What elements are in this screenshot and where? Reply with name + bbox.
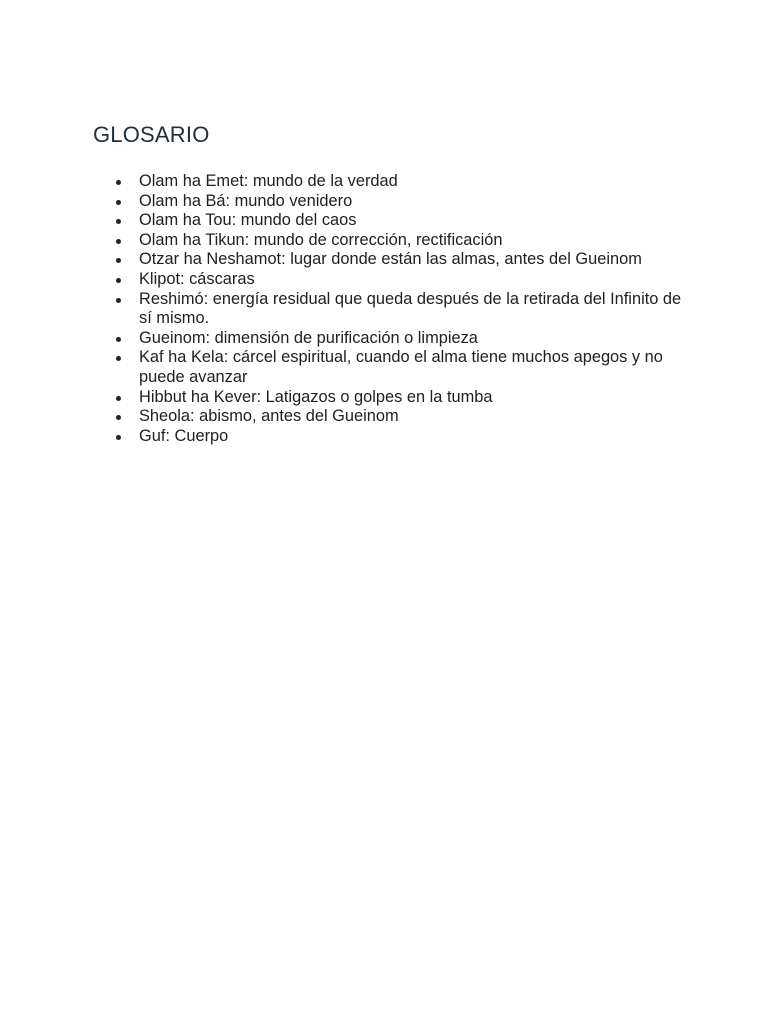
bullet-icon (116, 435, 121, 440)
bullet-icon (116, 396, 121, 401)
glossary-item (139, 231, 684, 251)
bullet-icon (116, 298, 121, 303)
glossary-item (139, 172, 684, 192)
glossary-item-text: Olam ha Emet: mundo de la verdad (139, 172, 398, 190)
glossary-item (139, 192, 684, 212)
glossary-item (139, 329, 684, 349)
glossary-item-text: Kaf ha Kela: cárcel espiritual, cuando el alma tiene muchos apegos y no puede avanzar (139, 348, 663, 386)
glossary-item (139, 388, 684, 408)
glossary-item-text: Reshimó: energía residual que queda después de la retirada del Infinito de sí mismo. (139, 289, 682, 328)
bullet-icon (116, 219, 121, 224)
glossary-item-text: Guf: Cuerpo (139, 426, 229, 445)
bullet-icon (116, 415, 121, 420)
glossary-item-text: Olam ha Tou: mundo del caos (139, 211, 357, 230)
glossary-list (139, 172, 684, 446)
bullet-icon (116, 180, 121, 185)
glossary-item (139, 407, 684, 427)
glossary-item (139, 211, 684, 231)
glossary-item-text: Otzar ha Neshamot: lugar donde están las almas, antes del Gueinom (139, 250, 642, 269)
glossary-item (139, 290, 684, 329)
bullet-icon (116, 258, 121, 263)
glossary-item-text: Hibbut ha Kever: Latigazos o golpes en la tumba (139, 387, 493, 406)
glossary-item-text: Klipot: cáscaras (139, 269, 255, 288)
glossary-item (139, 250, 684, 270)
page-title: GLOSARIO (93, 122, 210, 147)
bullet-icon (116, 356, 121, 361)
glossary-item (139, 348, 684, 387)
glossary-item-text: Olam ha Tikun: mundo de corrección, rectificación (139, 230, 503, 249)
glossary-item-text: Sheola: abismo, antes del Gueinom (139, 407, 399, 426)
glossary-item-text: Olam ha Bá: mundo venidero (139, 191, 353, 210)
glossary-item-text: Gueinom: dimensión de purificación o limpieza (139, 328, 478, 347)
bullet-icon (116, 239, 121, 244)
bullet-icon (116, 337, 121, 342)
glossary-item (139, 427, 684, 447)
bullet-icon (116, 200, 121, 205)
bullet-icon (116, 278, 121, 283)
glossary-item (139, 270, 684, 290)
